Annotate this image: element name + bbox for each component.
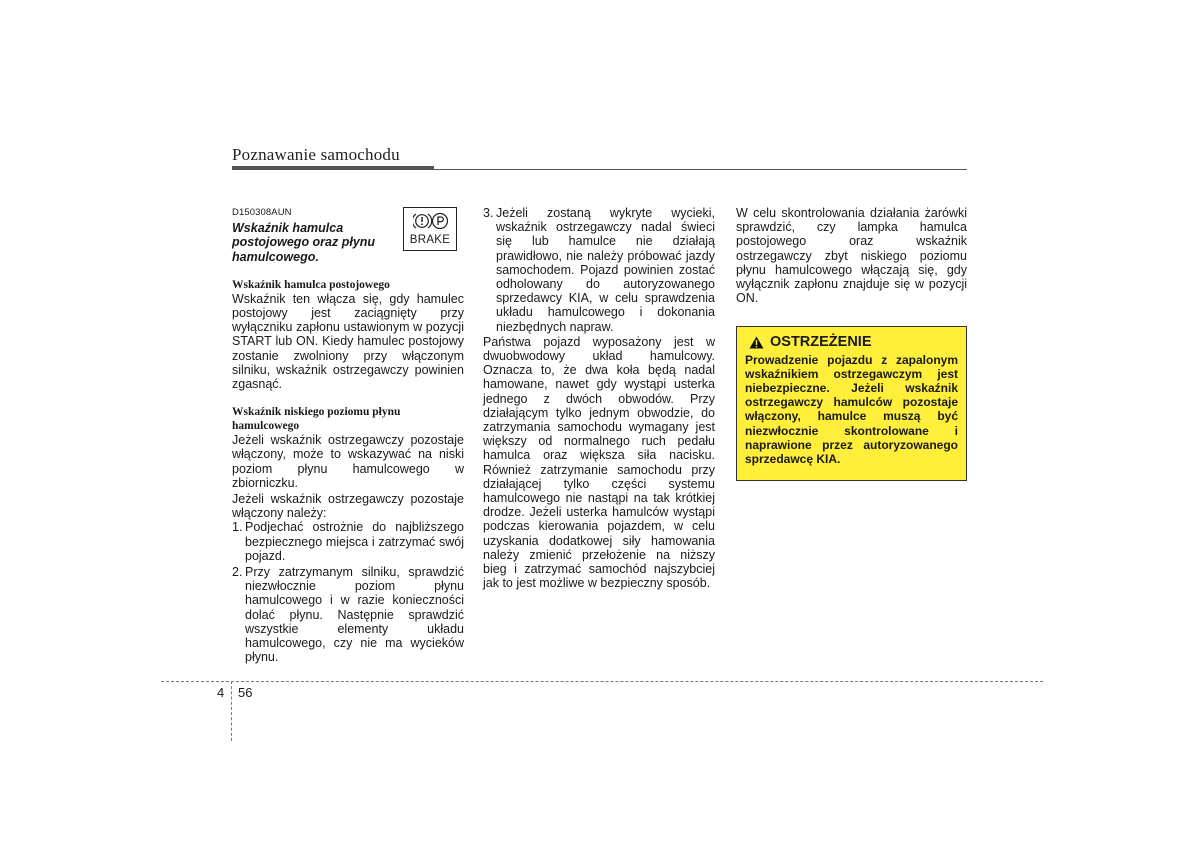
brake-icon-label: BRAKE	[409, 234, 451, 246]
list-item	[483, 206, 715, 334]
warning-text: Prowadzenie pojazdu z zapalonym wskaźnikiem ostrzegawczym jest niebezpieczne. Jeżeli wskaźnik ostrzegawczy hamulców pozostaje włączony, hamulce muszą być niezwłocznie skontrolowane i naprawione przez autoryzowanego sprzedawcę KIA.	[745, 352, 958, 467]
list-item-text: Jeżeli zostaną wykryte wycieki, wskaźnik ostrzegawczy nadal świeci się lub hamulce nie działają prawidłowo, nie należy próbować jazdy samochodem. Pojazd powinien zostać odholowany do autoryzowanego sprzedawcy KIA, w celu sprawdzenia układu hamulcowego i dokonania niezbędnych napraw.	[496, 206, 715, 334]
list-item	[232, 565, 464, 664]
paragraph-dual-circuit: Państwa pojazd wyposażony jest w dwuobwodowy układ hamulcowy. Oznacza to, że dwa koła będą nadal hamowane, nawet gdy wystąpi usterka jednego z dwóch obwodów. Przy działającym tylko jednym obwodzie, do zatrzymania samochodu wymagany jest większy od normalnego ruch pedału hamulca oraz większa siła nacisku. Również zatrzymanie samochodu przy działającej tylko części systemu hamulcowego nie nastąpi na tak krótkiej drodze. Jeżeli usterka hamulców wystąpi podczas kierowania pojazdem, w celu uzyskania dodatkowej siły hamowania należy zmienić przełożenie na niższy bieg i zatrzymać samochód najszybciej jak to jest możliwe w bezpieczny sposób.	[483, 334, 715, 591]
document-code: D150308AUN	[232, 207, 292, 218]
warning-title: OSTRZEŻENIE	[770, 334, 872, 351]
warning-box	[736, 326, 967, 481]
list-item	[232, 520, 464, 563]
column-left	[232, 206, 464, 664]
header-rule	[232, 169, 967, 170]
paragraph-brake-fluid-1: Jeżeli wskaźnik ostrzegawczy pozostaje włączony, może to wskazywać na niski poziom płynu hamulcowego w zbiorniczku.	[232, 433, 464, 490]
list-item-text: Podjechać ostrożnie do najbliższego bezpiecznego miejsca i zatrzymać swój pojazd.	[245, 520, 464, 563]
paragraph-bulb-check: W celu skontrolowania działania żarówki sprawdzić, czy lampka hamulca postojowego oraz wskaźnik ostrzegawczy zbyt niskiego poziomu płynu hamulcowego włączają się, gdy wyłącznik zapłonu znajduje się w pozycji ON.	[736, 206, 967, 306]
warning-header	[745, 335, 958, 349]
subheading-brake-fluid: Wskaźnik niskiego poziomu płynu hamulcowego	[232, 406, 401, 433]
paragraph-brake-fluid-2: Jeżeli wskaźnik ostrzegawczy pozostaje włączony należy:	[232, 492, 464, 521]
chapter-number: 4	[217, 685, 225, 700]
footer-dashed-rule	[161, 681, 1043, 682]
list-item-number: 2.	[232, 565, 243, 580]
column-right	[736, 206, 967, 481]
page-header-title: Poznawanie samochodu	[232, 145, 400, 164]
paragraph-parking-brake: Wskaźnik ten włącza się, gdy hamulec postojowy jest zaciągnięty przy wyłączniku zapłonu ustawionym w pozycji START lub ON. Kiedy hamulec postojowy zostanie zwolniony przy włączonym silniku, wskaźnik ostrzegawczy powinien zgasnąć.	[232, 291, 464, 392]
warning-triangle-icon	[749, 336, 764, 349]
brake-indicator-icon	[403, 207, 457, 251]
brake-warning-symbols	[413, 211, 449, 231]
list-item-text: Przy zatrzymanym silniku, sprawdzić niezwłocznie poziom płynu hamulcowego i w razie konieczności dolać płynu. Następnie sprawdzić wszystkie elementy układu hamulcowego, czy nie ma wycieków płynu.	[245, 565, 464, 665]
column-middle	[483, 206, 715, 590]
page-number: 56	[238, 685, 253, 700]
footer-vertical-rule	[231, 681, 232, 741]
subheading-parking-brake: Wskaźnik hamulca postojowego	[232, 278, 390, 291]
list-item-number: 3.	[483, 206, 494, 220]
list-item-number: 1.	[232, 520, 243, 535]
section-heading: Wskaźnik hamulca postojowego oraz płynu hamulcowego.	[232, 221, 376, 264]
